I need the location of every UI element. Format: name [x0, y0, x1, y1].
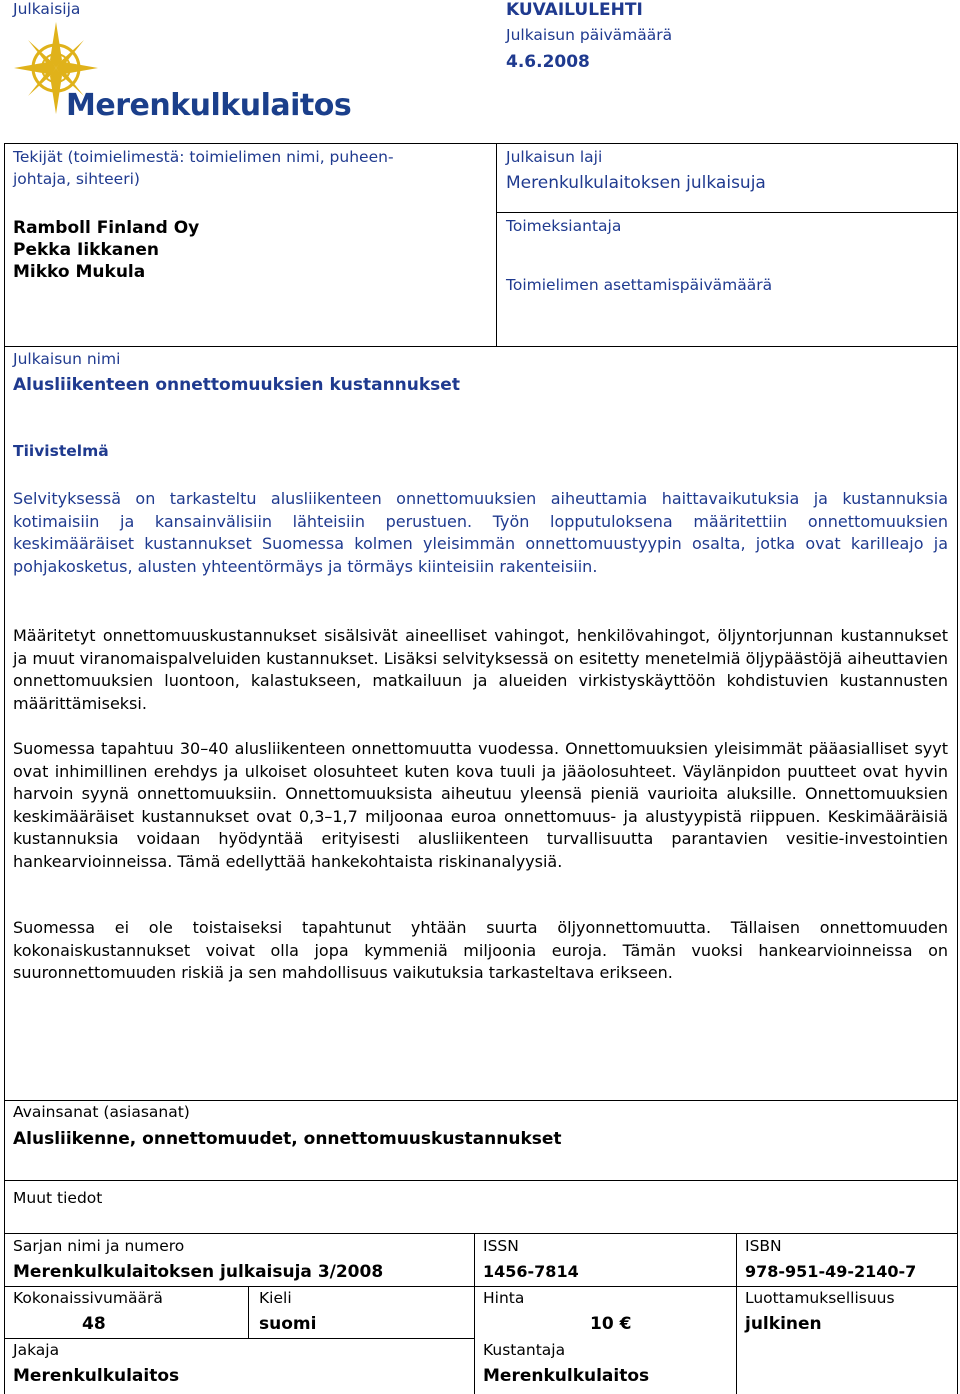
publication-title: Alusliikenteen onnettomuuksien kustannukset [13, 375, 460, 395]
other-info-label: Muut tiedot [13, 1189, 103, 1207]
series-label: Sarjan nimi ja numero [13, 1237, 185, 1255]
series-value: Merenkulkulaitoksen julkaisuja 3/2008 [13, 1262, 384, 1282]
divider [4, 346, 958, 347]
divider [736, 1233, 737, 1394]
divider [4, 143, 5, 1394]
publication-type-label: Julkaisun laji [506, 148, 603, 166]
divider [4, 1338, 474, 1339]
pages-label: Kokonaissivumäärä [13, 1289, 163, 1307]
confidentiality-value: julkinen [745, 1314, 822, 1334]
divider [248, 1286, 249, 1338]
distributor-label: Jakaja [13, 1341, 60, 1359]
author-name: Ramboll Finland Oy [13, 218, 200, 238]
commissioner-label: Toimeksiantaja [506, 217, 622, 235]
author-name: Mikko Mukula [13, 262, 146, 282]
abstract-paragraph: Selvityksessä on tarkasteltu alusliikenteen onnettomuuksien aiheuttamia haittavaikutuksia ja kustannuksia kotimaisiin ja kansainvälisiin lähteisiin perustuen. Työn lopputuloksena määritettiin onnettomuuksien keskimääräiset kustannukset Suomessa kolmen yleisimmän onnettomuustyypin osalta, jotka ovat karilleajo ja pohjakosketus, alusten yhteentörmäys ja törmäys kiinteisiin rakenteisiin. [13, 489, 948, 576]
publisher-value-bottom: Merenkulkulaitos [483, 1366, 650, 1386]
divider [4, 1286, 958, 1287]
divider [4, 1180, 958, 1181]
price-label: Hinta [483, 1289, 525, 1307]
abstract-paragraph: Määritetyt onnettomuuskustannukset sisälsivät aineelliset vahingot, henkilövahingot, öljyntorjunnan kustannukset ja muut viranomaispalveluiden kustannukset. Lisäksi selvityksessä on esitetty menetelmiä öljypäästöjä aiheuttavien onnettomuuksien luontoon, kalastukseen, matkailuun ja alueiden virkistyskäyttöön kohdistuvien kustannusten määrittämiseksi. [13, 626, 948, 713]
keywords-label: Avainsanat (asiasanat) [13, 1103, 190, 1121]
confidentiality-label: Luottamuksellisuus [745, 1289, 895, 1307]
isbn-label: ISBN [745, 1237, 782, 1255]
abstract-label: Tiivistelmä [13, 442, 109, 460]
divider [4, 143, 958, 144]
author-name: Pekka Iikkanen [13, 240, 159, 260]
publisher-logo [14, 20, 352, 126]
document-type: KUVAILULEHTI [506, 0, 643, 20]
authors-label: johtaja, sihteeri) [13, 170, 140, 188]
language-label: Kieli [259, 1289, 292, 1307]
issn-label: ISSN [483, 1237, 519, 1255]
divider [496, 212, 958, 213]
isbn-value: 978-951-49-2140-7 [745, 1262, 917, 1281]
abstract-paragraph: Suomessa ei ole toistaiseksi tapahtunut yhtään suurta öljyonnettomuutta. Tällaisen onnettomuuden kokonaiskustannukset voivat olla jopa kymmeniä miljoonia euroja. Tämän vuoksi hankearvioinneissa on suuronnettomuuden riskiä ja sen mahdollisuus vaikutuksia tarkasteltava erikseen. [13, 918, 948, 983]
appointment-date-label: Toimielimen asettamispäivämäärä [506, 276, 773, 294]
divider [957, 143, 958, 1394]
distributor-value: Merenkulkulaitos [13, 1366, 180, 1386]
title-label: Julkaisun nimi [13, 350, 121, 368]
divider [4, 1100, 958, 1101]
language-value: suomi [259, 1314, 317, 1334]
publication-date: 4.6.2008 [506, 52, 590, 72]
divider [4, 1233, 958, 1234]
authors-label: Tekijät (toimielimestä: toimielimen nimi, puheen- [13, 148, 394, 166]
publication-type-value: Merenkulkulaitoksen julkaisuja [506, 173, 766, 193]
price-value: 10 € [590, 1314, 632, 1334]
publisher-label-bottom: Kustantaja [483, 1341, 566, 1359]
issn-value: 1456-7814 [483, 1262, 579, 1281]
pages-value: 48 [82, 1314, 106, 1334]
divider [474, 1233, 475, 1394]
logo-wordmark: Merenkulkulaitos [66, 88, 352, 123]
publisher-label: Julkaisija [13, 0, 81, 18]
abstract-paragraph: Suomessa tapahtuu 30–40 alusliikenteen onnettomuutta vuodessa. Onnettomuuksien yleisimmät pääasialliset syyt ovat inhimillinen erehdys ja ulkoiset olosuhteet kuten kova tuuli ja jääolosuhteet. Väylänpidon puutteet ovat hyvin harvoin syynä onnettomuuksiin. Onnettomuuksista aiheutuu yleensä pieniä vaurioita aluksille. Onnettomuuksien keskimääräiset kustannukset ovat 0,3–1,7 miljoonaa euroa onnettomuus- ja alustyypistä riippuen. Keskimääräisiä kustannuksia voidaan hyödyntää erityisesti alusliikenteen turvallisuutta parantavien vesitie-investointien hankearvioinneissa. Tämä edellyttää hankekohtaista riskinanalyysiä. [13, 739, 948, 871]
keywords-value: Alusliikenne, onnettomuudet, onnettomuuskustannukset [13, 1129, 562, 1149]
divider [496, 143, 497, 346]
publication-date-label: Julkaisun päivämäärä [506, 26, 673, 44]
